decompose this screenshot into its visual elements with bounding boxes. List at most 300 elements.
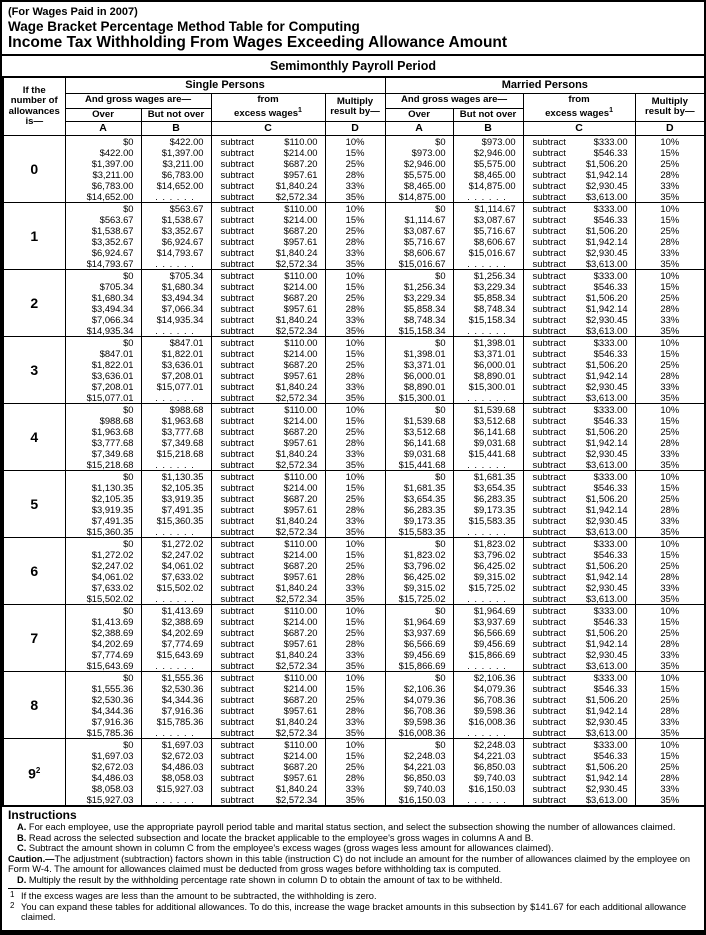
single-but-not-over-value: $1,963.68: [141, 415, 211, 426]
single-rate-value: 28%: [325, 638, 385, 649]
subtract-amount: $546.33: [593, 281, 628, 292]
instruction-label: Caution.—: [8, 853, 55, 864]
subtract-word: subtract: [220, 593, 254, 604]
married-rate-value: 28%: [635, 370, 705, 381]
single-over-value: $15,218.68: [65, 459, 141, 471]
allowance-count: 2: [3, 270, 65, 337]
instruction-item: D. Multiply the result by the withholding percentage rate shown in column D to obtain the amount of tax to be withheld.: [17, 874, 503, 885]
single-over-value: $0: [65, 538, 141, 550]
subtract-word: subtract: [532, 281, 566, 292]
single-excess-rule: [211, 582, 325, 593]
subtract-amount: $1,840.24: [275, 649, 318, 660]
married-but-not-over-value: $6,000.01: [453, 359, 523, 370]
single-over-value: $4,202.69: [65, 638, 141, 649]
subtract-amount: $214.00: [283, 750, 318, 761]
footnote-mark: 1: [10, 890, 15, 899]
married-over-value: $0: [385, 337, 453, 349]
subtract-amount: $1,506.20: [585, 359, 628, 370]
column-letter-b: B: [453, 122, 523, 136]
married-excess-rule: [523, 281, 635, 292]
subtract-word: subtract: [532, 783, 566, 794]
single-but-not-over-value: $15,927.03: [141, 783, 211, 794]
excess-header-line1: from: [568, 94, 590, 106]
married-excess-rule: [523, 526, 635, 538]
single-but-not-over-value: $1,413.69: [141, 605, 211, 617]
single-rate-value: 35%: [325, 459, 385, 471]
single-but-not-over-value: $14,935.34: [141, 314, 211, 325]
subtract-word: subtract: [532, 437, 566, 448]
subtract-word: subtract: [220, 694, 254, 705]
single-over-value: $7,774.69: [65, 649, 141, 660]
married-but-not-over-value: $2,946.00: [453, 147, 523, 158]
subtract-word: subtract: [532, 426, 566, 437]
subtract-word: subtract: [220, 727, 254, 738]
married-but-not-over-value: $9,031.68: [453, 437, 523, 448]
single-excess-rule: [211, 147, 325, 158]
married-excess-rule: [523, 415, 635, 426]
married-but-not-over-value: . . . . . .: [453, 459, 523, 471]
single-over-value: $1,272.02: [65, 549, 141, 560]
married-excess-rule: [523, 270, 635, 282]
subtract-amount: $546.33: [593, 616, 628, 627]
instruction-label: A.: [17, 822, 27, 832]
single-over-value: $1,130.35: [65, 482, 141, 493]
subtract-amount: $2,572.34: [275, 660, 318, 671]
subtract-amount: $1,942.14: [585, 571, 628, 582]
subtract-word: subtract: [532, 605, 566, 616]
single-rate-value: 28%: [325, 504, 385, 515]
subtract-word: subtract: [220, 437, 254, 448]
bracket-row: [3, 593, 705, 605]
bracket-row: [3, 638, 705, 649]
single-but-not-over-value: $7,916.36: [141, 705, 211, 716]
married-over-value: $8,890.01: [385, 381, 453, 392]
subtract-word: subtract: [220, 794, 254, 805]
single-excess-rule: [211, 214, 325, 225]
married-but-not-over-value: $16,150.03: [453, 783, 523, 794]
column-letter-c: C: [523, 122, 635, 136]
subtract-word: subtract: [532, 627, 566, 638]
married-excess-rule: [523, 560, 635, 571]
married-rate-value: 10%: [635, 270, 705, 282]
subtract-word: subtract: [220, 672, 254, 683]
subtract-amount: $3,613.00: [585, 727, 628, 738]
bracket-row: [3, 471, 705, 483]
single-rate-value: 15%: [325, 214, 385, 225]
married-over-value: $6,141.68: [385, 437, 453, 448]
subtract-amount: $214.00: [283, 281, 318, 292]
single-but-not-over-value: $2,247.02: [141, 549, 211, 560]
single-rate-value: 10%: [325, 672, 385, 684]
single-rate-value: 15%: [325, 415, 385, 426]
married-excess-rule: [523, 716, 635, 727]
single-but-not-over-value: $6,924.67: [141, 236, 211, 247]
married-excess-rule: [523, 180, 635, 191]
single-excess-rule: [211, 236, 325, 247]
married-over-value: $9,315.02: [385, 582, 453, 593]
subtract-word: subtract: [532, 314, 566, 325]
subtract-amount: $1,506.20: [585, 426, 628, 437]
gross-wages-header-row: [3, 93, 705, 108]
married-but-not-over-value: $2,248.03: [453, 739, 523, 751]
column-letter-a: A: [385, 122, 453, 136]
subtract-word: subtract: [532, 593, 566, 604]
married-rate-value: 25%: [635, 627, 705, 638]
single-but-not-over-value: $3,211.00: [141, 158, 211, 169]
subtract-word: subtract: [220, 627, 254, 638]
single-excess-rule: [211, 750, 325, 761]
married-over-value: $16,150.03: [385, 794, 453, 806]
subtract-word: subtract: [532, 236, 566, 247]
single-over-value: $6,924.67: [65, 247, 141, 258]
married-excess-rule: [523, 672, 635, 684]
married-over-value: $15,725.02: [385, 593, 453, 605]
excess-header-text: excess wages: [234, 107, 299, 119]
single-over-value: $7,349.68: [65, 448, 141, 459]
instruction-item: C. Subtract the amount shown in column C from the employee's excess wages (gross wages less amount for allowances claimed).: [17, 843, 554, 853]
subtract-amount: $3,613.00: [585, 794, 628, 805]
subtract-amount: $1,942.14: [585, 437, 628, 448]
married-but-not-over-value: $9,598.36: [453, 705, 523, 716]
married-rate-value: 35%: [635, 660, 705, 672]
married-excess-rule: [523, 493, 635, 504]
married-but-not-over-value: $1,398.01: [453, 337, 523, 349]
subtract-word: subtract: [220, 180, 254, 191]
single-rate-value: 25%: [325, 158, 385, 169]
subtract-amount: $333.00: [593, 337, 628, 348]
married-excess-rule: [523, 370, 635, 381]
married-but-not-over-value: $16,008.36: [453, 716, 523, 727]
single-excess-rule: [211, 660, 325, 672]
bracket-row: [3, 404, 705, 416]
subtract-amount: $1,942.14: [585, 370, 628, 381]
subtract-amount: $2,930.45: [585, 649, 628, 660]
married-but-not-over-value: $3,654.35: [453, 482, 523, 493]
subtract-word: subtract: [220, 582, 254, 593]
subtract-word: subtract: [532, 560, 566, 571]
single-rate-value: 25%: [325, 627, 385, 638]
subtract-word: subtract: [532, 169, 566, 180]
single-but-not-over-value: $7,774.69: [141, 638, 211, 649]
bracket-row: [3, 314, 705, 325]
subtract-amount: $110.00: [284, 538, 318, 549]
single-but-not-over-value: $15,502.02: [141, 582, 211, 593]
subtract-amount: $2,572.34: [275, 526, 318, 537]
subtract-word: subtract: [532, 258, 566, 269]
single-over-value: $7,491.35: [65, 515, 141, 526]
single-over-value: $705.34: [65, 281, 141, 292]
married-excess-rule: [523, 381, 635, 392]
single-but-not-over-value: $15,218.68: [141, 448, 211, 459]
subtract-amount: $546.33: [593, 147, 628, 158]
subtract-word: subtract: [532, 158, 566, 169]
subtract-word: subtract: [220, 314, 254, 325]
single-but-not-over-value: $705.34: [141, 270, 211, 282]
subtract-word: subtract: [532, 538, 566, 549]
single-excess-rule: [211, 672, 325, 684]
single-excess-rule: [211, 482, 325, 493]
single-over-value: $4,061.02: [65, 571, 141, 582]
subtract-word: subtract: [532, 225, 566, 236]
married-excess-rule: [523, 214, 635, 225]
married-but-not-over-value: $15,866.69: [453, 649, 523, 660]
single-over-value: $0: [65, 203, 141, 215]
married-over-value: $8,606.67: [385, 247, 453, 258]
single-but-not-over-value: $7,349.68: [141, 437, 211, 448]
bracket-row: [3, 683, 705, 694]
married-rate-value: 25%: [635, 359, 705, 370]
subtract-amount: $110.00: [284, 672, 318, 683]
married-but-not-over-value: $15,725.02: [453, 582, 523, 593]
subtract-word: subtract: [220, 549, 254, 560]
single-excess-rule: [211, 694, 325, 705]
married-excess-rule: [523, 761, 635, 772]
single-over-value: $3,919.35: [65, 504, 141, 515]
single-but-not-over-value: $7,208.01: [141, 370, 211, 381]
married-but-not-over-value: $6,566.69: [453, 627, 523, 638]
bracket-row: [3, 493, 705, 504]
subtract-amount: $110.00: [284, 404, 318, 415]
single-over-value: $3,494.34: [65, 303, 141, 314]
bracket-row: [3, 348, 705, 359]
subtract-amount: $3,613.00: [585, 593, 628, 604]
married-excess-rule: [523, 593, 635, 605]
single-but-not-over-value: $3,777.68: [141, 426, 211, 437]
married-rate-value: 10%: [635, 672, 705, 684]
single-excess-rule: [211, 549, 325, 560]
subtract-word: subtract: [220, 370, 254, 381]
single-excess-rule: [211, 716, 325, 727]
married-but-not-over-value: $9,315.02: [453, 571, 523, 582]
subtract-word: subtract: [532, 459, 566, 470]
footnote-2-ref: 2: [35, 765, 41, 775]
subtract-amount: $687.20: [283, 560, 318, 571]
married-but-not-over-value: $1,114.67: [453, 203, 523, 215]
married-rate-value: 35%: [635, 392, 705, 404]
single-excess-rule: [211, 649, 325, 660]
bracket-row: [3, 158, 705, 169]
married-rate-value: 35%: [635, 191, 705, 203]
married-excess-rule: [523, 638, 635, 649]
subtract-amount: $1,506.20: [585, 627, 628, 638]
single-excess-rule: [211, 459, 325, 471]
subtract-amount: $957.61: [283, 370, 318, 381]
instruction-label: B.: [17, 832, 27, 843]
single-excess-rule: [211, 448, 325, 459]
single-excess-rule: [211, 270, 325, 282]
subtract-amount: $1,942.14: [585, 705, 628, 716]
married-but-not-over-value: $6,708.36: [453, 694, 523, 705]
subtract-word: subtract: [220, 236, 254, 247]
single-but-not-over-value: $1,697.03: [141, 739, 211, 751]
single-rate-value: 10%: [325, 538, 385, 550]
married-but-not-over-value: $1,681.35: [453, 471, 523, 483]
single-rate-value: 10%: [325, 471, 385, 483]
allowance-count: 1: [3, 203, 65, 270]
subtract-amount: $333.00: [593, 471, 628, 482]
single-but-not-over-value: $4,202.69: [141, 627, 211, 638]
married-excess-rule: [523, 404, 635, 416]
subtract-amount: $2,930.45: [585, 582, 628, 593]
subtract-amount: $957.61: [283, 437, 318, 448]
subtract-word: subtract: [220, 761, 254, 772]
married-excess-rule: [523, 437, 635, 448]
single-over-value: $1,963.68: [65, 426, 141, 437]
married-rate-value: 28%: [635, 705, 705, 716]
single-over-value: $14,935.34: [65, 325, 141, 337]
single-rate-value: 33%: [325, 716, 385, 727]
single-over-value: $0: [65, 739, 141, 751]
subtract-amount: $1,506.20: [585, 292, 628, 303]
married-rate-value: 28%: [635, 571, 705, 582]
instruction-label: D.: [17, 874, 27, 885]
married-rate-value: 33%: [635, 515, 705, 526]
single-over-value: $1,822.01: [65, 359, 141, 370]
subtract-amount: $546.33: [593, 683, 628, 694]
subtract-amount: $1,840.24: [275, 180, 318, 191]
married-but-not-over-value: . . . . . .: [453, 325, 523, 337]
single-over-value: $7,633.02: [65, 582, 141, 593]
bracket-row: [3, 225, 705, 236]
married-but-not-over-value: $3,087.67: [453, 214, 523, 225]
subtract-amount: $1,506.20: [585, 560, 628, 571]
married-rate-value: 15%: [635, 616, 705, 627]
single-over-value: $15,077.01: [65, 392, 141, 404]
subtract-amount: $110.00: [284, 270, 318, 281]
single-rate-value: 33%: [325, 783, 385, 794]
allowance-count: 4: [3, 404, 65, 471]
married-excess-rule: [523, 426, 635, 437]
single-excess-rule: [211, 247, 325, 258]
married-over-value: $8,465.00: [385, 180, 453, 191]
subtract-amount: $3,613.00: [585, 191, 628, 202]
married-but-not-over-value: $6,283.35: [453, 493, 523, 504]
single-rate-value: 10%: [325, 404, 385, 416]
single-rate-value: 33%: [325, 381, 385, 392]
married-rate-value: 35%: [635, 593, 705, 605]
single-but-not-over-value: $4,344.36: [141, 694, 211, 705]
married-but-not-over-value: $3,371.01: [453, 348, 523, 359]
single-over-value: $1,538.67: [65, 225, 141, 236]
bracket-row: [3, 136, 705, 148]
subtract-amount: $2,572.34: [275, 325, 318, 336]
married-over-value: $1,823.02: [385, 549, 453, 560]
single-over-value: $7,208.01: [65, 381, 141, 392]
married-but-not-over-value: $3,512.68: [453, 415, 523, 426]
bracket-row: [3, 147, 705, 158]
single-excess-rule: [211, 593, 325, 605]
bracket-row: [3, 649, 705, 660]
column-letter-c: C: [211, 122, 325, 136]
subtract-amount: $546.33: [593, 549, 628, 560]
married-over-value: $3,654.35: [385, 493, 453, 504]
instruction-item: Caution.—The adjustment (subtraction) factors shown in this table (instruction C) do not include an amount for the number of allowances claimed by the employee on Form W-4. The amount for allowances claimed must be deducted from gross wages before withholding tax is computed.: [8, 853, 691, 874]
married-excess-rule: [523, 203, 635, 215]
bracket-row: [3, 526, 705, 538]
single-rate-value: 15%: [325, 281, 385, 292]
single-excess-rule: [211, 415, 325, 426]
single-excess-rule: [211, 281, 325, 292]
married-rate-value: 25%: [635, 292, 705, 303]
subtract-word: subtract: [532, 180, 566, 191]
subtract-amount: $2,930.45: [585, 381, 628, 392]
married-but-not-over-value: $8,465.00: [453, 169, 523, 180]
single-excess-rule: [211, 761, 325, 772]
subtract-amount: $2,572.34: [275, 593, 318, 604]
married-rate-value: 28%: [635, 504, 705, 515]
subtract-word: subtract: [532, 616, 566, 627]
bracket-row: [3, 247, 705, 258]
subtract-word: subtract: [220, 348, 254, 359]
subtract-word: subtract: [220, 504, 254, 515]
single-rate-value: 10%: [325, 136, 385, 148]
subtract-amount: $333.00: [593, 404, 628, 415]
single-over-value: $2,530.36: [65, 694, 141, 705]
single-rate-value: 33%: [325, 448, 385, 459]
single-rate-value: 25%: [325, 761, 385, 772]
single-excess-rule: [211, 471, 325, 483]
subtract-amount: $110.00: [284, 203, 318, 214]
married-but-not-over-header: But not over: [453, 108, 523, 122]
married-rate-value: 15%: [635, 348, 705, 359]
married-excess-rule: [523, 605, 635, 617]
married-but-not-over-value: $2,106.36: [453, 672, 523, 684]
married-rate-value: 28%: [635, 236, 705, 247]
single-but-not-over-value: $563.67: [141, 203, 211, 215]
married-over-value: $0: [385, 471, 453, 483]
bracket-row: [3, 538, 705, 550]
single-over-value: $847.01: [65, 348, 141, 359]
married-over-value: $0: [385, 672, 453, 684]
single-but-not-over-value: $2,388.69: [141, 616, 211, 627]
single-excess-rule: [211, 727, 325, 739]
married-rate-value: 25%: [635, 694, 705, 705]
married-but-not-over-value: $5,575.00: [453, 158, 523, 169]
single-over-value: $2,105.35: [65, 493, 141, 504]
single-excess-rule: [211, 560, 325, 571]
allowance-count: 8: [3, 672, 65, 739]
single-over-value: $15,360.35: [65, 526, 141, 538]
subtract-amount: $957.61: [283, 638, 318, 649]
subtract-word: subtract: [220, 616, 254, 627]
bracket-row: [3, 337, 705, 349]
subtract-amount: $957.61: [283, 772, 318, 783]
single-over-value: $2,672.03: [65, 761, 141, 772]
single-but-not-over-value: $847.01: [141, 337, 211, 349]
single-but-not-over-value: . . . . . .: [141, 325, 211, 337]
single-rate-value: 15%: [325, 750, 385, 761]
single-but-not-over-value: $1,272.02: [141, 538, 211, 550]
single-excess-rule: [211, 292, 325, 303]
subtract-amount: $2,930.45: [585, 448, 628, 459]
single-excess-rule: [211, 303, 325, 314]
married-excess-rule: [523, 247, 635, 258]
married-excess-rule: [523, 359, 635, 370]
instruction-item: A. For each employee, use the appropriate payroll period table and marital status section, and select the subsection showing the number of allowances claimed.: [17, 822, 676, 832]
subtract-amount: $1,506.20: [585, 694, 628, 705]
married-rate-value: 10%: [635, 538, 705, 550]
subtract-word: subtract: [220, 415, 254, 426]
single-over-value: $563.67: [65, 214, 141, 225]
single-over-value: $7,066.34: [65, 314, 141, 325]
subtract-word: subtract: [220, 638, 254, 649]
single-rate-value: 10%: [325, 605, 385, 617]
single-rate-value: 35%: [325, 794, 385, 806]
single-but-not-over-value: $1,130.35: [141, 471, 211, 483]
married-rate-value: 15%: [635, 750, 705, 761]
single-rate-value: 35%: [325, 191, 385, 203]
single-excess-rule: [211, 359, 325, 370]
